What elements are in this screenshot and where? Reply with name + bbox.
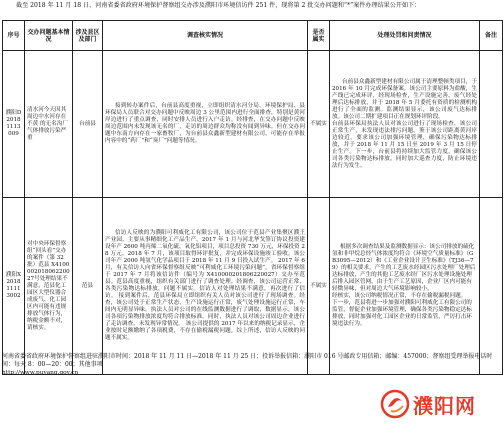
footer-info: 河南省委省政府环境保护督察组进驻濮阳市时间：2018 年 11 月 11 日—2018 年 11 月 25 日；投诉举报信箱：濮阳市 016 号邮政专用信箱；邮编：457000；督察组受理举报电话时间：每天 8：00—20：00；其他事项 <box>2 353 493 368</box>
row-is-true: 不属实 <box>308 51 330 198</box>
row-handling: 根据多次调查结果及监测数据显示：该公司排放的硫化氢和非甲烷总烃气体浓度均符合《环境空气质量标准》（GB3095—2012）和《工业企业设计卫生标准》（TJ36—79）的相关要求，产生的工艺废水经园区污水处理厂处理后达标排放，产生的其他工艺废水经厂区污水处理设施处理后排入园区管网。由于生产工艺原因，企业厂区内可能有轻微异味，但对周边大气环境影响较小。 经核实，该公司纳税情况正常，不存在偷税漏税问题。 下一步，范县将进一步加强对濮阳可利威化工有限公司的监管，督促企业加强环境管理，确保各类污染物稳定达标排放，同时加强对化工园区企业的日常监管，严厉打击环境违法行为。 <box>330 198 480 375</box>
header-note: 备注 <box>480 21 503 51</box>
header-handling: 处理处罚和问责情况 <box>330 21 480 51</box>
row-note <box>480 198 503 375</box>
intro-text: 截至 2018 年 11 月 18 日，河南省委省政府环境保护督察组交办涉及濮阳市环境信访件 251 件，现将第 2 批交办问题和“*”案件办理结果公开如下： <box>16 2 421 9</box>
site-logo[interactable] <box>380 385 498 423</box>
logo-text: 濮阳网 <box>413 393 476 418</box>
case-table <box>2 20 503 375</box>
footer-url[interactable]: http://www.puyang.gov.cn <box>2 370 79 376</box>
row-seq: 濮阳X201811113002 <box>3 198 25 375</box>
logo-mark-icon <box>380 389 410 419</box>
table-header-row <box>3 21 503 51</box>
header-is-true: 是否属实 <box>308 21 330 51</box>
header-seq: 序号 <box>3 21 25 51</box>
header-county: 涉及县区及部门 <box>73 21 103 51</box>
table-row <box>3 198 503 375</box>
row-county: 范县 <box>73 198 103 375</box>
header-investigation: 调查核实情况 <box>103 21 308 51</box>
row-county: 台前县 <box>73 51 103 198</box>
row-note <box>480 51 503 198</box>
row-basic: 清水河今天因其周边中水河存在不黄 的无名沟厂气体排放污染严重 <box>25 51 73 198</box>
row-investigation: 接到转办案件后，台前县高度重视，立即组织清水河分局、环境保护局、县环保局人员联合对交办问题中反映周边 3 公里范围内进行全面排查，特别是黄河岸边进行了重点调查，同时安排人员进行入户走访。经排查，在交办问题中反映周边范围内未发现该无名的厂，走访的周边群众均称没有闻到异味。但在交办问题中东南方向存在一家畜牧厂，为台前县众鑫新型建材有限公司，可能存在举报内容中的“药厂”和“臭厂”问题等情况。 <box>103 51 308 198</box>
row-investigation: 信访人反映的为濮阳可利威化工有限公司，该公司位于范县产业集聚区濮王产业园，主要从事精细化工产品生产，2017 年 1 月与河北华戈签订协议投资建设年产 2600 吨丙烯二氧化硫、氧化铝项目，项目总投资 730 万元，环保投资 28 万元。2018 年 7 月，该项目取得环评批复，并完成环保设施竣工验收。该公司年产 2000 吨氢气化学品项目于 2018 年 11 月 9 日投入试生产。 2017 年 6 月，有关信访人向省环保督察组反映“可利威化工环境污染问题”，省环保督察组于 2017 年 7 月将该信访件（编号为 X410000201806220027）交办至范县。范县高度重视，组织有关部门进行了调查处理。经调查，该公司运营正常，各类污染物达标排放，问题不属实。信访人对处理结果不满意，再次进行了信访。 接到案件后，范县环保局立即组织有关人员对该公司进行了现场调查。经查，该公司处于正常生产状态，生产设施运行正常，废气处理设施运行正常，车间内无明显异味。执法人员对公司的在线监测数据进行了调取，数据显示，该公司各项污染物排放浓度均符合排放标准。同时，执法人员对该公司周边企业进行了走访调查，未发现异常情况。 该公司提供的 2017 年以来的纳税记录显示，企业按时足额缴纳了各项税费，不存在偷税漏税问题。综上所述，信访人反映的问题不属实。 <box>103 198 308 375</box>
table-row <box>3 51 503 198</box>
row-seq: 濮阳D20181113009 <box>3 51 25 198</box>
row-is-true: 不属实 <box>308 198 330 375</box>
row-basic: 对中央环保督察组“回头看”交办的案件（第 32 批）范县 X410000201806220027号处理结果不满意，范县化工园区大型仪器合成废气、化工园区内可能有违规排放气体行为，纳税金额不对，请核实。 <box>25 198 73 375</box>
footer <box>2 353 502 377</box>
header-basic: 交办问题基本情况 <box>25 21 73 51</box>
row-handling: 台前县众鑫新型建材有限公司属于清理整顿类项目，于 2016 年 10 月完成环保备案。该公司主要原料为盐酸，生产线已完成环评，经现场检查，生产设施完善，废气经处理后达标排放，并于 2018 年 5 月委托有资质的检测机构进行了全面的监测。监测结果显示，该公司废气达标排放。该公司二期扩建项目正在规划环评阶段。 台前县环保局执法人员对该公司进行了现场检查，该公司正常生产，未发现违法排污问题。鉴于该公司距离黄河岸边较近，要求该公司加强环境管理，确保污染物达标排放，并于 2018 年 11 月 15 日至 2019 年 3 月 15 日停止生产。下一步，台前县将持续加大监管力度，确保该公司各类污染物达标排放，同时加大巡查力度，防止环境违法行为发生。 <box>330 51 480 198</box>
